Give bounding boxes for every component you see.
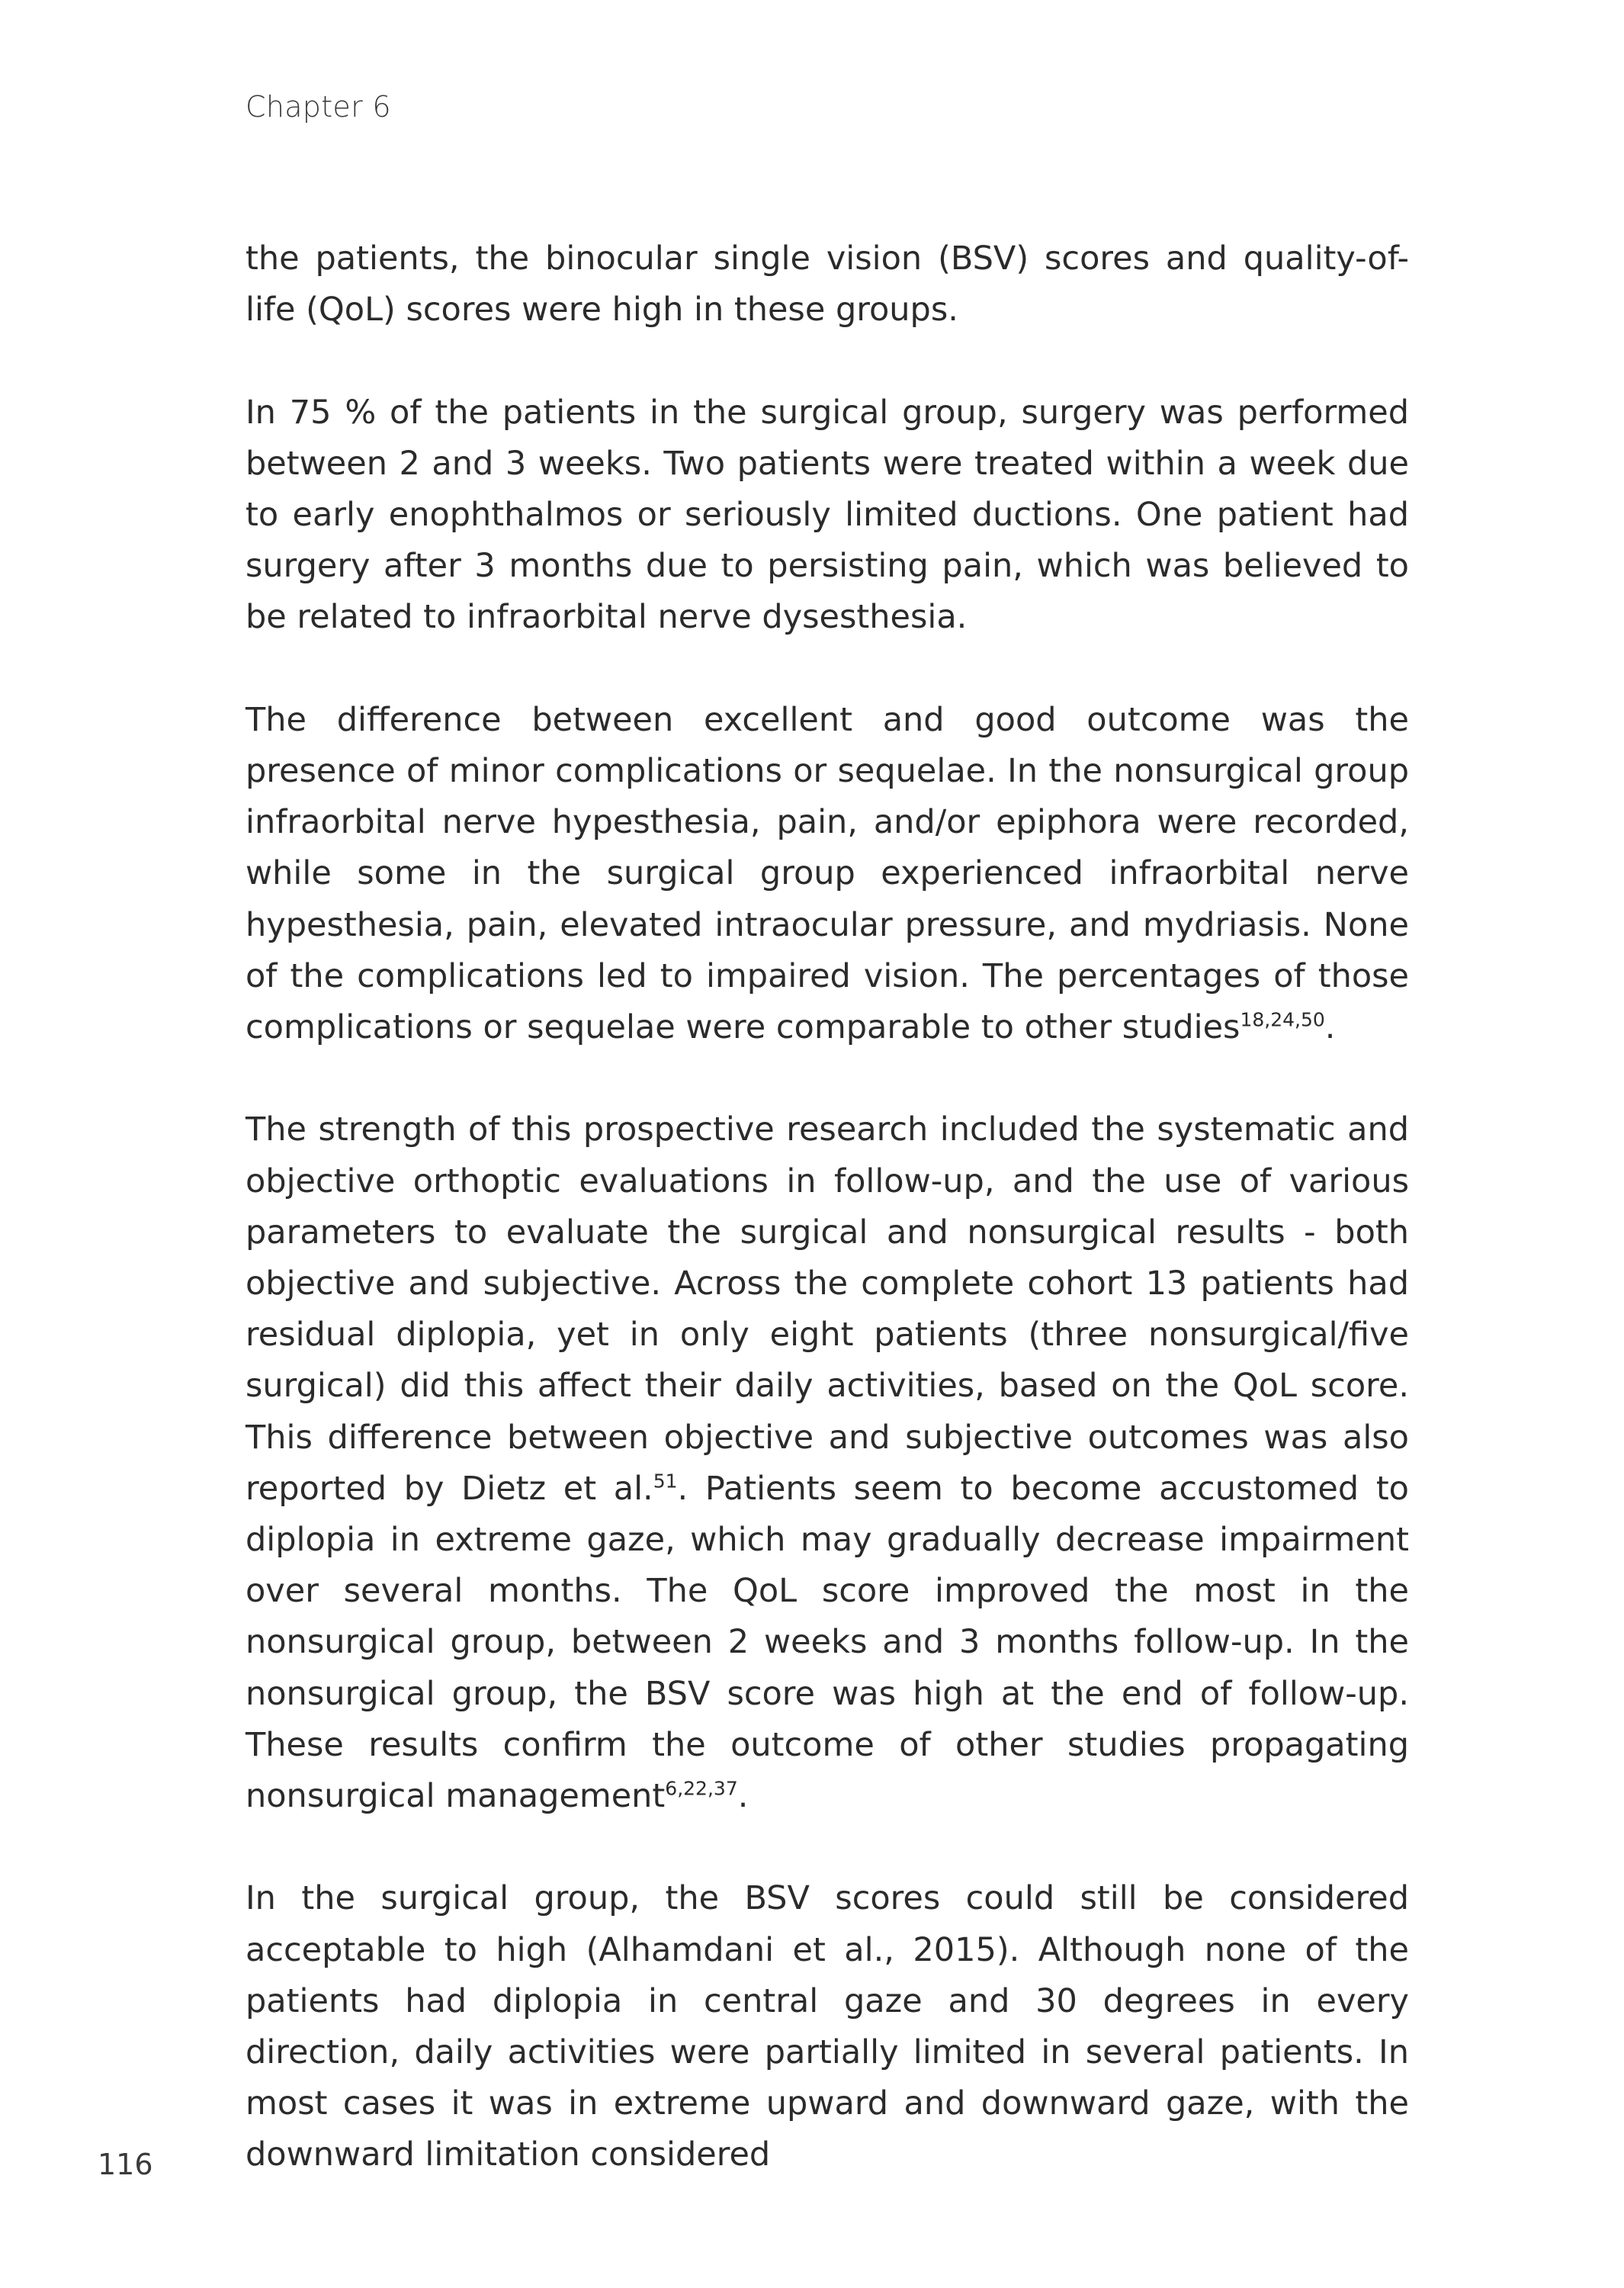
citation-superscript: 51 xyxy=(653,1470,678,1493)
paragraph-5-text: In the surgical group, the BSV scores could still be considered acceptable to high (Alhamdani et al., 2015). Although none of the patients had diplopia in central gaze and 30 degrees in every direction, daily activities were partially limited in several patients. In most cases it was in extreme upward and downward gaze, with the downward limitation considered xyxy=(246,1879,1409,2174)
paragraph-4 xyxy=(246,1104,1409,1822)
paragraph-5 xyxy=(246,1873,1409,2180)
paragraph-4-tail: . xyxy=(737,1777,749,1816)
citation-superscript: 18,24,50 xyxy=(1240,1008,1325,1031)
body-text xyxy=(246,233,1409,2232)
citation-superscript: 6,22,37 xyxy=(665,1777,738,1800)
paragraph-2 xyxy=(246,387,1409,644)
paragraph-3-tail: . xyxy=(1324,1008,1336,1047)
paragraph-1 xyxy=(246,233,1409,336)
paragraph-3 xyxy=(246,695,1409,1053)
page-number: 116 xyxy=(98,2148,153,2181)
paragraph-2-text: In 75 % of the patients in the surgical group, surgery was performed between 2 and 3 weeks. Two patients were treated within a week due to early enophthalmos or seriously limited ductions. One patient had surgery after 3 months due to persisting pain, which was believed to be related to infraorbital nerve dysesthesia. xyxy=(246,393,1409,637)
paragraph-3-text: The difference between excellent and good outcome was the presence of minor complications or sequelae. In the nonsurgical group infraorbital nerve hypesthesia, pain, and/or epiphora were recorded, while some in the surgical group experienced infraorbital nerve hypesthesia, pain, elevated intraocular pressure, and mydriasis. None of the complications led to impaired vision. The percentages of those complications or sequelae were comparable to other studies xyxy=(246,700,1409,1047)
running-head: Chapter 6 xyxy=(246,90,391,124)
paragraph-4-text-a: The strength of this prospective research included the systematic and objective orthoptic evaluations in follow-up, and the use of various parameters to evaluate the surgical and nonsurgical results - both objective and subjective. Across the complete cohort 13 patients had residual diplopia, yet in only eight patients (three nonsurgical/five surgical) did this affect their daily activities, based on the QoL score. This difference between objective and subjective outcomes was also reported by Dietz et al. xyxy=(246,1110,1409,1508)
paragraph-1-text: the patients, the binocular single vision (BSV) scores and quality-of-life (QoL) scores were high in these groups. xyxy=(246,239,1409,329)
paragraph-4-text-b: . Patients seem to become accustomed to diplopia in extreme gaze, which may gradually decrease impairment over several months. The QoL score improved the most in the nonsurgical group, between 2 weeks and 3 months follow-up. In the nonsurgical group, the BSV score was high at the end of follow-up. These results confirm the outcome of other studies propagating nonsurgical management xyxy=(246,1469,1409,1816)
